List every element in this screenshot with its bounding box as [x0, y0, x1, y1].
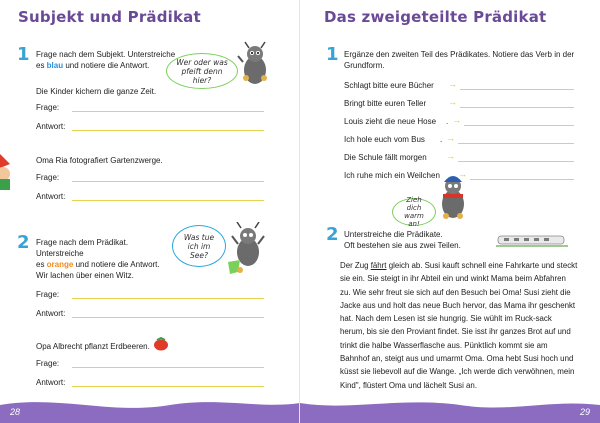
fill-in-sentence: Schlagt bitte eure Bücher	[344, 81, 434, 90]
stone-character-icon	[434, 170, 472, 222]
answer-line[interactable]	[72, 298, 264, 299]
instruction-line-1: Frage nach dem Prädikat. Unterstreiche	[36, 238, 129, 258]
arrow-icon: →	[458, 169, 467, 179]
fill-in-sentence: Louis zieht die neue Hose	[344, 117, 437, 126]
page-number-right: 29	[579, 407, 590, 417]
stone-character-icon	[224, 222, 268, 280]
instruction-post: und notiere die Antwort.	[73, 260, 160, 269]
right-page	[300, 0, 600, 423]
answer-line[interactable]	[72, 130, 264, 131]
dwarf-illustration	[0, 150, 14, 190]
story-paragraph	[340, 259, 578, 392]
task-number-2: 2	[326, 224, 339, 245]
arrow-icon: →	[446, 151, 455, 161]
para-start: Der Zug	[340, 261, 371, 270]
question-label: Frage:	[36, 103, 60, 112]
answer-line[interactable]	[464, 125, 574, 126]
fill-in-sentence: Die Schule fällt morgen	[344, 153, 427, 162]
answer-label: Antwort:	[36, 378, 66, 387]
answer-line[interactable]	[72, 200, 264, 201]
answer-line[interactable]	[72, 386, 264, 387]
sentence-period: .	[440, 135, 443, 144]
instruction-line-1: Ergänze den zweiten Teil des Prädikates. Notiere das Verb in der	[344, 50, 575, 59]
page-number-left: 28	[10, 407, 21, 417]
instruction-post: und notiere die Antwort.	[63, 61, 150, 70]
sentence-period: .	[446, 117, 449, 126]
page-wave-decoration	[0, 391, 300, 423]
train-icon	[496, 232, 568, 248]
task-number-2: 2	[17, 232, 30, 253]
answer-label: Antwort:	[36, 192, 66, 201]
fill-in-sentence: Ich ruhe mich ein Weilchen	[344, 171, 440, 180]
answer-line[interactable]	[460, 107, 574, 108]
question-label: Frage:	[36, 359, 60, 368]
answer-line[interactable]	[458, 143, 574, 144]
task-number-1: 1	[326, 44, 339, 65]
instruction-line-1: Unterstreiche die Prädikate.	[344, 230, 443, 239]
answer-line[interactable]	[470, 179, 574, 180]
arrow-icon: →	[452, 115, 461, 125]
para-rest: gleich ab. Susi kauft schnell eine Fahrkarte und steckt sie ein. Sie steigt in ihr Abteil ein und winkt Mama beim Abfahren zu. Wie sehr freut sie sich auf den Besuch bei Oma! Susi zieht die Jacke aus und holt das neue Buch hervor, das Mama ihr geschenkt hat. Nach dem Lesen ist sie hungrig. Sie wühlt im Ruck-sack herum, bis sie den Proviant findet. Sie isst ihr ganzes Brot auf und trinkt die halbe Wasserflasche aus. Pünktlich kommt sie am Bahnhof an, steigt aus und umarmt Oma. Oma hebt Susi hoch und küsst sie liebevoll auf die Wange. „Ich werde dich verwöhnen, mein Kind", flüstert Oma und lächelt Susi an.	[340, 261, 578, 390]
fill-in-sentence: Bringt bitte euren Teller	[344, 99, 427, 108]
page-title-left: Subjekt und Prädikat	[18, 8, 201, 26]
speech-bubble	[166, 53, 238, 89]
task2-instruction	[36, 237, 176, 270]
instruction-line-1: Frage nach dem Subjekt. Unterstreiche	[36, 50, 176, 59]
question-label: Frage:	[36, 290, 60, 299]
task1-instruction	[36, 49, 176, 71]
instruction-pre: es	[36, 260, 47, 269]
question-label: Frage:	[36, 173, 60, 182]
arrow-icon: →	[448, 97, 457, 107]
task2-sentence-1: Wir lachen über einen Witz.	[36, 271, 134, 280]
answer-label: Antwort:	[36, 122, 66, 131]
page-wave-decoration	[300, 391, 600, 423]
task2-sentence-2: Opa Albrecht pflanzt Erdbeeren.	[36, 342, 150, 351]
answer-line[interactable]	[458, 161, 574, 162]
answer-line[interactable]	[72, 317, 264, 318]
page-title-right: Das zweigeteilte Prädikat	[324, 8, 547, 26]
strawberry-icon	[153, 337, 169, 351]
bubble-text: Zieh dich warm an!	[404, 196, 424, 228]
task-number-1: 1	[17, 44, 30, 65]
bubble-text: Was tue ich im See?	[183, 232, 215, 260]
task2-instruction	[344, 229, 514, 251]
bubble-text: Wer oder was pfeift denn hier?	[176, 57, 228, 85]
instruction-line-2: Oft bestehen sie aus zwei Teilen.	[344, 241, 461, 250]
speech-bubble	[172, 225, 226, 267]
arrow-icon: →	[448, 79, 457, 89]
task1-sentence-2: Oma Ria fotografiert Gartenzwerge.	[36, 156, 163, 165]
instruction-pre: es	[36, 61, 47, 70]
task1-instruction	[344, 49, 584, 71]
underlined-predicate: fährt	[370, 261, 387, 270]
answer-line[interactable]	[460, 89, 574, 90]
color-word-orange: orange	[46, 260, 74, 269]
answer-line[interactable]	[72, 111, 264, 112]
answer-line[interactable]	[72, 367, 264, 368]
answer-label: Antwort:	[36, 309, 66, 318]
stone-character-icon	[235, 40, 275, 88]
task1-sentence-1: Die Kinder kichern die ganze Zeit.	[36, 87, 157, 96]
answer-line[interactable]	[72, 181, 264, 182]
color-word-blue: blau	[46, 61, 64, 70]
fill-in-sentence: Ich hole euch vom Bus	[344, 135, 425, 144]
arrow-icon: →	[446, 133, 455, 143]
instruction-line-2: Grundform.	[344, 61, 385, 70]
speech-bubble	[392, 198, 436, 226]
